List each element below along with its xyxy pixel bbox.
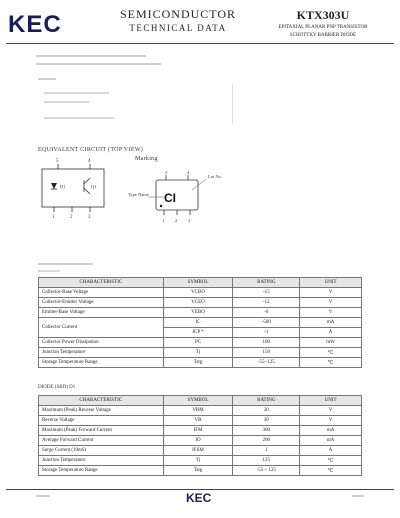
marking-diagram: [126, 166, 276, 226]
characteristic-cell: Junction Temperature: [39, 348, 164, 358]
faint-text-line: [352, 495, 364, 497]
equivalent-circuit-diagram: [36, 156, 116, 220]
symbol-cell: IFSM: [163, 446, 233, 456]
faint-text-line: [38, 263, 93, 265]
package-outline-faint: [232, 84, 263, 124]
rating-cell: 30: [233, 406, 300, 416]
pin-label: 3: [88, 215, 91, 220]
faint-text-line: [44, 117, 114, 119]
footer-kec-logo: KEC: [186, 491, 212, 505]
unit-cell: ℃: [300, 348, 362, 358]
symbol-cell: IC: [163, 318, 233, 328]
pin-label: 1: [162, 218, 165, 223]
rating-cell: -55~125: [233, 358, 300, 368]
characteristic-cell: Collector-Base Voltage: [39, 288, 164, 298]
diode-ratings-table: [38, 395, 362, 476]
rating-cell: -500: [233, 318, 300, 328]
pin-label: 1: [52, 215, 55, 220]
package-body: [156, 180, 198, 210]
pin-label: 5: [56, 159, 59, 164]
symbol-cell: Tj: [163, 456, 233, 466]
characteristic-cell: Maximum (Peak) Reverse Voltage: [39, 406, 164, 416]
lot-number-label: Lot No.: [208, 174, 222, 179]
characteristic-cell: Reverse Voltage: [39, 416, 164, 426]
faint-text-line: [36, 495, 50, 497]
symbol-cell: Tstg: [163, 358, 233, 368]
unit-cell: V: [300, 298, 362, 308]
transistor-label: Q1: [91, 184, 97, 189]
column-header: RATING: [233, 278, 300, 288]
faint-text-line: [36, 63, 161, 65]
table-row: [39, 436, 362, 446]
rating-cell: 30: [233, 416, 300, 426]
pin-label: 2: [175, 218, 178, 223]
table-row: [39, 416, 362, 426]
column-header: SYMBOL: [163, 396, 233, 406]
rating-cell: 200: [233, 436, 300, 446]
symbol-cell: VEBO: [163, 308, 233, 318]
table-header-row: [39, 278, 362, 288]
footer-divider: [6, 489, 394, 490]
rating-cell: -15: [233, 288, 300, 298]
characteristic-cell: Collector Power Dissipation: [39, 338, 164, 348]
characteristic-cell: Maximum (Peak) Forward Current: [39, 426, 164, 436]
marking-heading: Marking: [135, 156, 158, 162]
table-row: [39, 298, 362, 308]
transistor-emitter: [84, 188, 90, 194]
rating-cell: 300: [233, 426, 300, 436]
marking-code: CI: [164, 191, 176, 205]
unit-cell: ℃: [300, 466, 362, 476]
column-header: UNIT: [300, 278, 362, 288]
column-header: RATING: [233, 396, 300, 406]
table-row: [39, 446, 362, 456]
symbol-cell: ICP *: [163, 328, 233, 338]
pin-label: 2: [70, 215, 73, 220]
diode-section-heading: DIODE (SBD) D1: [38, 385, 76, 390]
column-header: SYMBOL: [163, 278, 233, 288]
table-row: [39, 338, 362, 348]
characteristic-cell: Junction Temperature: [39, 456, 164, 466]
diode-symbol: [51, 183, 57, 189]
symbol-cell: IFM: [163, 426, 233, 436]
symbol-cell: VCBO: [163, 288, 233, 298]
symbol-cell: Tj: [163, 348, 233, 358]
faint-text-line: [36, 55, 146, 57]
symbol-cell: IO: [163, 436, 233, 446]
rating-cell: 1: [233, 446, 300, 456]
pin-label: 3: [188, 218, 191, 223]
characteristic-cell: Storage Temperature Range: [39, 358, 164, 368]
table-row: [39, 308, 362, 318]
transistor-collector: [84, 178, 90, 184]
rating-cell: -6: [233, 308, 300, 318]
column-header: CHARACTERISTIC: [39, 278, 164, 288]
table-row: [39, 466, 362, 476]
characteristic-cell: Storage Temperature Range: [39, 466, 164, 476]
rating-cell: 100: [233, 338, 300, 348]
unit-cell: V: [300, 308, 362, 318]
device-description-2: SCHOTTKY BARRIER DIODE: [289, 33, 357, 38]
characteristic-cell: Collector-Emitter Voltage: [39, 298, 164, 308]
symbol-cell: VCEO: [163, 298, 233, 308]
table-row: [39, 358, 362, 368]
characteristic-cell: Collector Current: [39, 318, 164, 338]
characteristic-cell: Surge Current (10mS): [39, 446, 164, 456]
kec-logo: KEC: [8, 11, 62, 38]
unit-cell: mA: [300, 436, 362, 446]
unit-cell: ℃: [300, 456, 362, 466]
unit-cell: mA: [300, 426, 362, 436]
header-subtitle: TECHNICAL DATA: [129, 23, 227, 33]
faint-text-line: [44, 92, 109, 94]
faint-text-line: [38, 270, 60, 272]
pin-label: 4: [88, 159, 91, 164]
rating-cell: 150: [233, 348, 300, 358]
table-row: [39, 288, 362, 298]
pin1-dot: [160, 205, 162, 207]
unit-cell: V: [300, 288, 362, 298]
symbol-cell: VRM: [163, 406, 233, 416]
unit-cell: V: [300, 406, 362, 416]
characteristic-cell: Average Forward Current: [39, 436, 164, 446]
rating-cell: -55 ~ 125: [233, 466, 300, 476]
header-divider: [6, 43, 394, 44]
column-header: UNIT: [300, 396, 362, 406]
rating-cell: -12: [233, 298, 300, 308]
table-row: [39, 318, 362, 328]
symbol-cell: PC: [163, 338, 233, 348]
header-center: [108, 8, 248, 34]
unit-cell: A: [300, 446, 362, 456]
pin-label: 5: [165, 170, 168, 175]
pin-label: 4: [187, 170, 190, 175]
unit-cell: V: [300, 416, 362, 426]
type-name-label: Type Name: [128, 192, 149, 197]
symbol-cell: VR: [163, 416, 233, 426]
table-header-row: [39, 396, 362, 406]
table-row: [39, 348, 362, 358]
symbol-cell: Tstg: [163, 466, 233, 476]
column-header: CHARACTERISTIC: [39, 396, 164, 406]
unit-cell: mW: [300, 338, 362, 348]
callout-line: [192, 179, 206, 190]
unit-cell: A: [300, 328, 362, 338]
part-number: KTX303U: [296, 8, 350, 22]
equivalent-circuit-heading: EQUIVALENT CIRCUIT (TOP VIEW): [38, 147, 144, 153]
faint-text-line: [44, 101, 89, 103]
header-title: SEMICONDUCTOR: [119, 7, 237, 21]
transistor-ratings-table: [38, 277, 362, 368]
device-description-1: EPITAXIAL PLANAR PNP TRANSISTOR: [278, 25, 368, 30]
characteristic-cell: Emitter-Base Voltage: [39, 308, 164, 318]
table-row: [39, 406, 362, 416]
unit-cell: ℃: [300, 358, 362, 368]
header-right: [252, 8, 394, 39]
table-row: [39, 456, 362, 466]
unit-cell: mA: [300, 318, 362, 328]
rating-cell: -1: [233, 328, 300, 338]
faint-text-line: [38, 78, 56, 80]
diode-label: D1: [60, 184, 66, 189]
table-row: [39, 426, 362, 436]
rating-cell: 125: [233, 456, 300, 466]
